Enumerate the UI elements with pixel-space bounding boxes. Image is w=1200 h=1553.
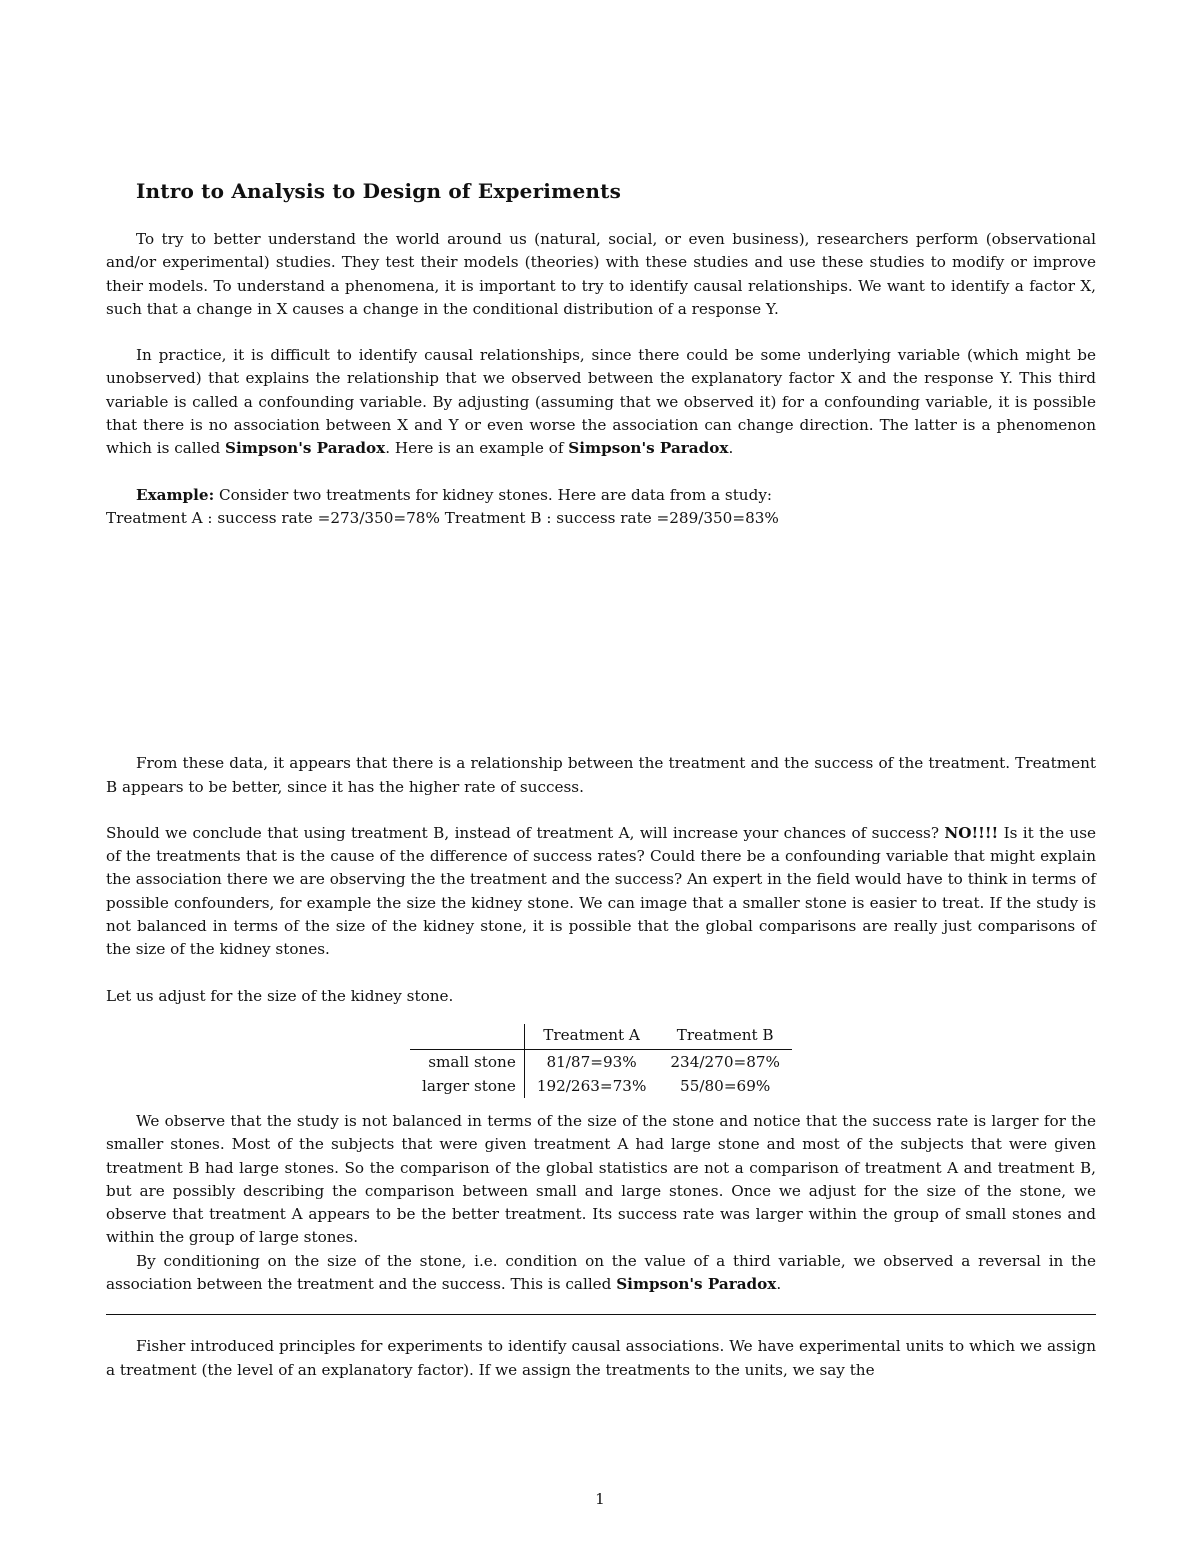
table-row bbox=[410, 1049, 792, 1074]
term-simpsons-paradox-2: Simpson's Paradox bbox=[568, 439, 729, 458]
paragraph-fisher: Fisher introduced principles for experiments to identify causal associations. We have experimental units to which we assign a treatment (the level of an explanatory factor). If we assign the treatments to the units, we say the bbox=[106, 1337, 1096, 1379]
paragraph-confounding bbox=[106, 344, 1096, 460]
example-text: Consider two treatments for kidney stones. Here are data from a study: bbox=[214, 485, 773, 504]
text-span: Should we conclude that using treatment B, instead of treatment A, will increase your chances of success? bbox=[106, 823, 945, 842]
paragraph-balance: We observe that the study is not balanced in terms of the size of the stone and notice that the success rate is larger for the smaller stones. Most of the subjects that were given treatment A had large stone and most of the subjects that were given treatment B had large stones. So the comparison of the global statistics are not a comparison of treatment A and treatment B, but are possibly describing the comparison between small and large stones. Once we adjust for the size of the stone, we observe that treatment A appears to be the better treatment. Its success rate was larger within the group of small stones and within the group of large stones. bbox=[106, 1111, 1096, 1247]
table-header-row bbox=[410, 1024, 792, 1050]
text-span: . bbox=[776, 1275, 782, 1294]
paragraph-intro: To try to better understand the world around us (natural, social, or even business), researchers perform (observational and/or experimental) studies. They test their models (theories) with these studies and use these studies to modify or improve their models. To understand a phenomena, it is important to try to identify causal relationships. We want to identify a factor X, such that a change in X causes a change in the conditional distribution of a response Y. bbox=[106, 230, 1096, 318]
paragraph-conditioning bbox=[106, 1250, 1096, 1297]
page-title: Intro to Analysis to Design of Experiments bbox=[136, 179, 622, 203]
table-row-label: small stone bbox=[410, 1049, 524, 1074]
table-cell: 192/263=73% bbox=[536, 1076, 647, 1095]
paragraph-adjust: Let us adjust for the size of the kidney stone. bbox=[106, 986, 454, 1005]
table-header-treatment-b: Treatment B bbox=[658, 1024, 792, 1050]
text-span: . Here is an example of bbox=[385, 439, 569, 458]
text-span: In practice, it is difficult to identify causal relationships, since there could be some underlying variable (which might be unobserved) that explains the relationship that we observed between the explanatory factor X and the response Y. This third variable is called a confounding variable. By adjusting (assuming that we observed it) for a confounding variable, it is possible that there is no association between X and Y or even worse the association can change direction. The latter is a phenomenon which is called bbox=[106, 346, 1096, 458]
page-number: 1 bbox=[595, 1490, 605, 1508]
paragraph-question bbox=[106, 822, 1096, 962]
paragraph-example bbox=[106, 484, 1096, 507]
table-row-label: larger stone bbox=[410, 1074, 524, 1098]
stone-table-wrapper bbox=[106, 1024, 1096, 1098]
horizontal-rule bbox=[106, 1314, 1096, 1315]
table-cell: 234/270=87% bbox=[670, 1052, 780, 1071]
term-simpsons-paradox-3: Simpson's Paradox bbox=[616, 1275, 777, 1294]
document-body bbox=[106, 178, 1096, 1382]
paragraph-observation: From these data, it appears that there is a relationship between the treatment and the success of the treatment. Treatment B appears to be better, since it has the higher rate of success. bbox=[106, 754, 1096, 796]
table-row bbox=[410, 1074, 792, 1098]
text-span: . bbox=[728, 439, 734, 458]
success-rates-line: Treatment A : success rate =273/350=78% Treatment B : success rate =289/350=83% bbox=[106, 508, 779, 527]
example-label: Example: bbox=[136, 485, 215, 504]
table-cell: 55/80=69% bbox=[680, 1076, 771, 1095]
emphasis-no: NO!!!! bbox=[944, 823, 999, 842]
stone-size-table bbox=[410, 1024, 792, 1098]
table-corner-cell bbox=[410, 1024, 524, 1050]
text-span: Is it the use of the treatments that is the cause of the difference of success rates? Could there be a confounding variable that might explain the association there we are observing the the treatment and the success? An expert in the field would have to think in terms of possible confounders, for example the size the kidney stone. We can image that a smaller stone is easier to treat. If the study is not balanced in terms of the size of the kidney stone, it is possible that the global comparisons are really just comparisons of the size of the kidney stones. bbox=[106, 823, 1096, 959]
table-header-treatment-a: Treatment A bbox=[524, 1024, 658, 1050]
blank-figure-area bbox=[106, 530, 1096, 752]
table-cell: 81/87=93% bbox=[546, 1052, 637, 1071]
term-simpsons-paradox: Simpson's Paradox bbox=[225, 439, 386, 458]
text-span: By conditioning on the size of the stone, i.e. condition on the value of a third variable, we observed a reversal in the association between the treatment and the success. This is called bbox=[106, 1251, 1096, 1294]
